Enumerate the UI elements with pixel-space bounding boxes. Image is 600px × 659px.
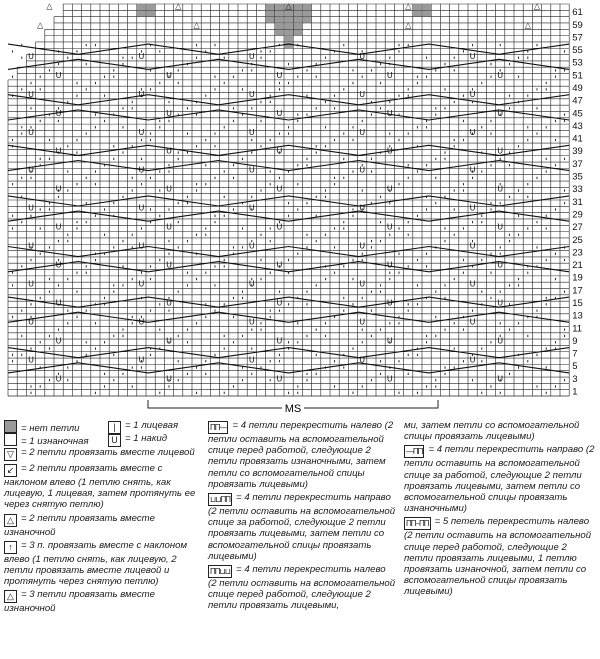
svg-text:U: U — [248, 165, 255, 175]
row-number-label: 61 — [572, 7, 583, 19]
legend-item-knit: | = 1 лицевая — [108, 420, 204, 434]
legend-item-no-stitch: = нет петли — [4, 420, 104, 434]
svg-text:U: U — [359, 127, 366, 137]
svg-text:U: U — [386, 298, 393, 308]
row-number-label: 35 — [572, 171, 583, 183]
svg-text:U: U — [55, 108, 62, 118]
purl-swatch-icon — [4, 433, 17, 446]
svg-text:△: △ — [524, 20, 531, 30]
row-number-label: 37 — [572, 158, 583, 170]
chart-grid — [8, 4, 569, 396]
row-number-label: 47 — [572, 95, 583, 107]
row-number-label: 5 — [572, 361, 578, 373]
row-number-label: 23 — [572, 247, 583, 259]
svg-text:U: U — [138, 279, 145, 289]
svg-text:U: U — [276, 184, 283, 194]
row-number-label: 59 — [572, 19, 583, 31]
svg-text:U: U — [248, 127, 255, 137]
svg-text:U: U — [248, 241, 255, 251]
yarn-over-swatch-icon: U — [108, 434, 121, 447]
svg-text:△: △ — [285, 1, 292, 11]
svg-text:△: △ — [37, 20, 44, 30]
svg-text:U: U — [28, 127, 34, 137]
svg-text:U: U — [55, 70, 62, 80]
svg-text:U: U — [55, 336, 62, 346]
k2tog-swatch-icon: ▽ — [4, 448, 17, 461]
svg-text:U: U — [28, 165, 34, 175]
svg-text:△: △ — [405, 1, 412, 11]
svg-text:U: U — [28, 203, 34, 213]
svg-text:U: U — [359, 51, 366, 61]
legend-item-p3tog: △ = 3 петли провязать вместе изнаночной — [4, 589, 155, 615]
row-number-label: 3 — [572, 373, 578, 385]
svg-text:U: U — [497, 260, 504, 270]
cable-4-right-knit-icon: ⊔⊔ΠΠ — [210, 495, 231, 505]
legend-column-2 — [208, 420, 396, 614]
svg-text:U: U — [276, 374, 283, 384]
row-number-label: 41 — [572, 133, 583, 145]
svg-text:U: U — [276, 336, 283, 346]
legend-item-purl: = 1 изнаночная — [4, 433, 104, 447]
svg-text:U: U — [55, 260, 62, 270]
cable-4-right-purl-icon: ‒‒ΠΠ — [406, 447, 423, 457]
legend — [0, 420, 600, 659]
row-number-label: 13 — [572, 310, 583, 322]
legend-item-cable-4-right-k: ⊔⊔ΠΠ = 4 петли перекрестить направо (2 петли оставить на вспомогательной спице за работой, следующие 2 петли провязать лицевыми, затем петли со вспомогательной спицы провязать лицевыми) — [208, 492, 396, 562]
svg-text:U: U — [248, 203, 255, 213]
svg-text:U: U — [138, 203, 145, 213]
svg-text:U: U — [138, 317, 145, 327]
legend-column-3 — [404, 420, 596, 600]
svg-text:U: U — [497, 298, 504, 308]
svg-text:U: U — [469, 241, 476, 251]
svg-text:U: U — [469, 279, 476, 289]
legend-column-1 — [4, 420, 200, 617]
row-numbers — [572, 7, 583, 397]
svg-text:U: U — [166, 108, 172, 118]
svg-text:U: U — [276, 70, 283, 80]
svg-text:U: U — [28, 355, 34, 365]
svg-text:U: U — [166, 336, 172, 346]
row-number-label: 39 — [572, 146, 583, 158]
row-number-label: 7 — [572, 348, 578, 360]
svg-text:U: U — [386, 108, 393, 118]
svg-text:U: U — [359, 89, 366, 99]
svg-text:U: U — [497, 222, 504, 232]
svg-text:U: U — [469, 203, 476, 213]
row-number-label: 33 — [572, 184, 583, 196]
svg-text:U: U — [28, 279, 34, 289]
svg-text:U: U — [386, 222, 393, 232]
svg-text:U: U — [469, 355, 476, 365]
svg-text:U: U — [55, 184, 62, 194]
svg-text:U: U — [497, 336, 504, 346]
svg-text:U: U — [469, 51, 476, 61]
svg-text:U: U — [469, 89, 476, 99]
svg-text:U: U — [28, 89, 34, 99]
svg-text:U: U — [248, 89, 255, 99]
legend-item-cable-4-left-p: ΠΠ‒‒ = 4 петли перекрестить налево (2 петли оставить на вспомогательной спице перед работой, следующие 2 петли провязать изнаночными, затем петли со вспомогательной спицы провязать лицевыми) — [208, 420, 394, 490]
svg-text:U: U — [166, 70, 172, 80]
legend-item-k2tog: ▽ = 2 петли провязать вместе лицевой — [4, 447, 200, 461]
ssk-swatch-icon: ↙ — [4, 464, 17, 477]
svg-text:U: U — [359, 317, 366, 327]
svg-text:U: U — [386, 260, 393, 270]
svg-text:△: △ — [46, 1, 53, 11]
svg-text:△: △ — [193, 20, 200, 30]
svg-text:U: U — [166, 374, 172, 384]
svg-text:U: U — [28, 51, 34, 61]
svg-text:U: U — [276, 222, 283, 232]
row-number-label: 11 — [572, 323, 583, 335]
row-number-label: 43 — [572, 120, 583, 132]
svg-text:△: △ — [175, 1, 182, 11]
repeat-bracket — [148, 400, 438, 415]
svg-text:U: U — [138, 127, 145, 137]
svg-text:U: U — [359, 203, 366, 213]
legend-item-cable-4-right-p: ‒‒ΠΠ = 4 петли перекрестить направо (2 петли оставить на вспомогательной спице за работой, следующие 2 петли провязать лицевыми, затем петли со вспомогательной спицы провязать изнаночными) — [404, 444, 595, 515]
svg-text:U: U — [55, 146, 62, 156]
row-number-label: 15 — [572, 297, 583, 309]
svg-text:U: U — [469, 127, 476, 137]
svg-text:U: U — [276, 260, 283, 270]
svg-text:U: U — [166, 260, 172, 270]
svg-text:U: U — [497, 108, 504, 118]
row-number-label: 27 — [572, 222, 583, 234]
legend-item-cable-continued: ми, затем петли со вспомогательной спицы провязать лицевыми) — [404, 420, 580, 443]
svg-text:U: U — [55, 222, 62, 232]
svg-text:U: U — [359, 165, 366, 175]
svg-text:△: △ — [405, 20, 412, 30]
row-number-label: 21 — [572, 260, 583, 272]
legend-item-p2tog: △ = 2 петли провязать вместе изнаночной — [4, 512, 155, 538]
row-number-label: 31 — [572, 196, 583, 208]
svg-text:U: U — [497, 70, 504, 80]
svg-text:U: U — [138, 165, 145, 175]
svg-text:U: U — [359, 279, 366, 289]
svg-text:U: U — [276, 108, 283, 118]
legend-item-ssk: ↙ = 2 петли провязать вместе с наклоном влево (1 петлю снять, как лицевую, 1 лицевая, затем протянуть ее через снятую петлю) — [4, 463, 196, 511]
ms-label: MS — [284, 403, 302, 415]
svg-text:U: U — [55, 298, 62, 308]
row-number-label: 1 — [572, 386, 578, 398]
cable-4-left-knit-icon: ΠΠ⊔⊔ — [210, 567, 231, 577]
svg-text:U: U — [138, 241, 145, 251]
svg-text:U: U — [386, 374, 393, 384]
svg-text:U: U — [469, 165, 476, 175]
svg-text:U: U — [28, 317, 34, 327]
svg-text:U: U — [248, 317, 255, 327]
row-number-label: 57 — [572, 32, 583, 44]
svg-text:U: U — [276, 298, 283, 308]
svg-text:U: U — [55, 374, 62, 384]
svg-text:U: U — [166, 184, 172, 194]
svg-text:U: U — [359, 241, 366, 251]
svg-text:U: U — [276, 146, 283, 156]
svg-text:U: U — [166, 222, 172, 232]
legend-item-yo: U = 1 накид — [108, 433, 204, 447]
svg-text:U: U — [359, 355, 366, 365]
legend-item-cable-4-left-k: ΠΠ⊔⊔ = 4 петли перекрестить налево (2 петли оставить на вспомогательной спице перед работой, следующие 2 петли провязать лицевыми, — [208, 564, 396, 612]
svg-text:U: U — [386, 146, 393, 156]
svg-text:U: U — [248, 279, 255, 289]
row-number-label: 49 — [572, 83, 583, 95]
no-stitch-swatch-icon — [4, 420, 17, 433]
row-number-label: 25 — [572, 234, 583, 246]
svg-text:U: U — [497, 146, 504, 156]
svg-text:△: △ — [533, 1, 541, 11]
knit-swatch-icon: | — [108, 421, 121, 434]
svg-text:U: U — [386, 336, 393, 346]
row-number-label: 51 — [572, 70, 583, 82]
row-number-label: 55 — [572, 45, 583, 57]
svg-text:U: U — [28, 241, 34, 251]
svg-text:U: U — [166, 146, 172, 156]
svg-text:U: U — [138, 89, 145, 99]
row-number-label: 45 — [572, 108, 583, 120]
svg-text:U: U — [469, 317, 476, 327]
svg-text:U: U — [497, 374, 504, 384]
svg-text:U: U — [386, 70, 393, 80]
legend-item-k3tog: ↑ = 3 п. провязать вместе с наклоном влево (1 петлю снять, как лицевую, 2 петли провязать вместе лицевой и протянуть через снятую петлю) — [4, 539, 188, 588]
svg-text:U: U — [138, 51, 145, 61]
svg-text:U: U — [138, 355, 145, 365]
cable-4-left-purl-icon: ΠΠ‒‒ — [210, 423, 227, 432]
p2tog-swatch-icon: △ — [4, 514, 17, 527]
row-number-label: 53 — [572, 57, 583, 69]
row-number-label: 9 — [572, 335, 578, 347]
p3tog-swatch-icon: △ — [4, 590, 17, 603]
svg-text:U: U — [386, 184, 393, 194]
svg-text:U: U — [248, 355, 255, 365]
row-number-label: 19 — [572, 272, 583, 284]
row-number-label: 17 — [572, 285, 583, 297]
row-number-label: 29 — [572, 209, 583, 221]
svg-text:U: U — [248, 51, 255, 61]
k3tog-swatch-icon: ↑ — [4, 541, 17, 554]
cable-5-left-icon: ΠΠ‒ΠΠ — [406, 519, 429, 529]
svg-text:U: U — [497, 184, 504, 194]
svg-text:U: U — [166, 298, 172, 308]
legend-item-cable-5-left: ΠΠ‒ΠΠ = 5 петель перекрестить налево (2 петли оставить на вспомогательной спице перед работой, следующие 2 петли провязать лицевыми, 1 петлю провязать изнаночной, затем петли со вспомогательной спицы провязать лицевыми) — [404, 516, 592, 598]
